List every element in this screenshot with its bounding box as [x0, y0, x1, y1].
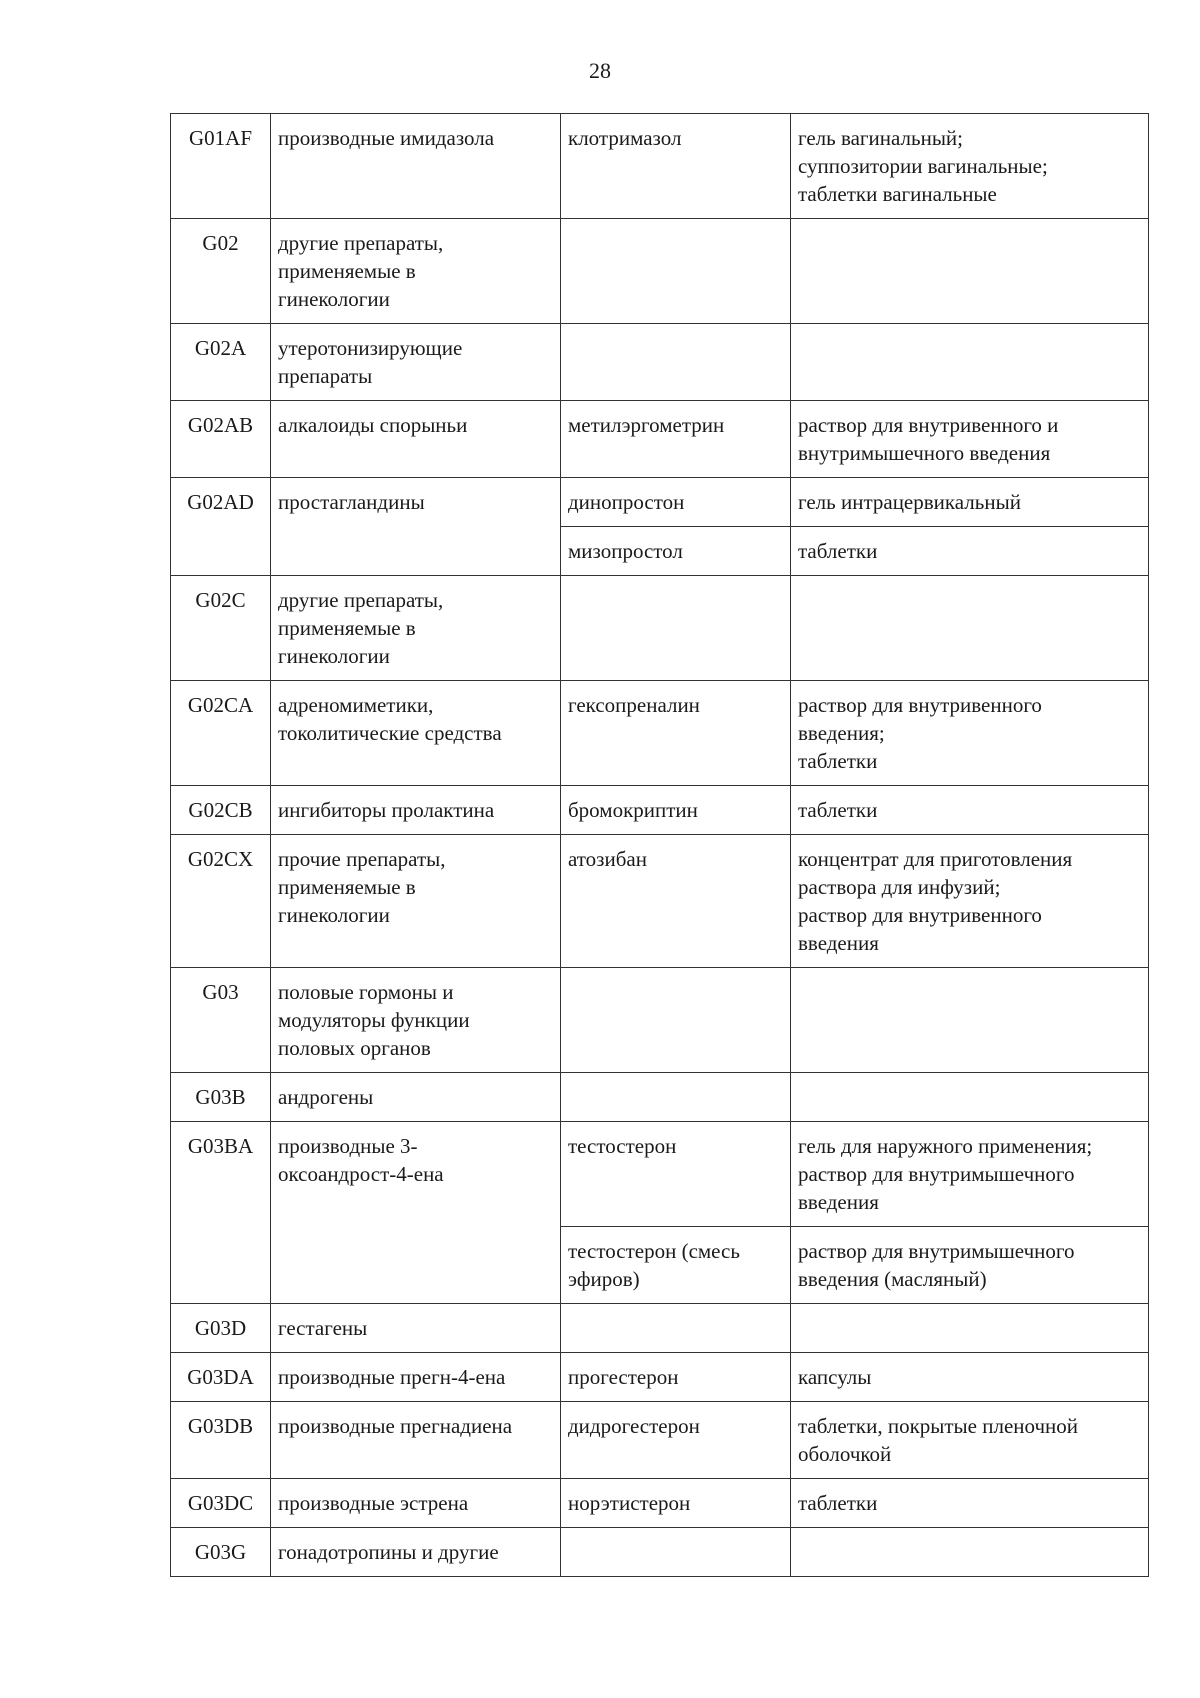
drug-name-cell: мизопростол [561, 527, 791, 576]
dosage-form-cell: гель для наружного применения; раствор для внутримышечного введения [791, 1122, 1149, 1227]
drug-name-cell: метилэргометрин [561, 401, 791, 478]
drug-name-cell: дидрогестерон [561, 1402, 791, 1479]
table-row [171, 1402, 1149, 1479]
table-row [171, 681, 1149, 786]
dosage-form-cell: таблетки [791, 1479, 1149, 1528]
drug-name-cell [561, 1073, 791, 1122]
group-name-cell: производные прегн-4-ена [271, 1353, 561, 1402]
table-row [171, 401, 1149, 478]
group-name-cell: гестагены [271, 1304, 561, 1353]
table-row [171, 968, 1149, 1073]
dosage-form-cell [791, 1304, 1149, 1353]
group-name-cell: гонадотропины и другие [271, 1528, 561, 1577]
dosage-form-cell: таблетки [791, 786, 1149, 835]
dosage-form-cell: таблетки [791, 527, 1149, 576]
dosage-form-cell [791, 1528, 1149, 1577]
table-row [171, 1479, 1149, 1528]
dosage-form-cell [791, 1073, 1149, 1122]
table-row [171, 1528, 1149, 1577]
dosage-form-cell: гель интрацервикальный [791, 478, 1149, 527]
dosage-form-cell: концентрат для приготовления раствора для инфузий; раствор для внутривенного введения [791, 835, 1149, 968]
atc-code-cell: G02A [171, 324, 271, 401]
atc-code-cell: G03DA [171, 1353, 271, 1402]
group-name-cell: другие препараты, применяемые в гинекологии [271, 576, 561, 681]
atc-drug-table [170, 113, 1149, 1577]
drug-name-cell [561, 1528, 791, 1577]
atc-code-cell: G02AB [171, 401, 271, 478]
dosage-form-cell [791, 576, 1149, 681]
drug-name-cell [561, 968, 791, 1073]
drug-name-cell [561, 219, 791, 324]
drug-name-cell: тестостерон [561, 1122, 791, 1227]
atc-code-cell: G02CB [171, 786, 271, 835]
group-name-cell: производные эстрена [271, 1479, 561, 1528]
dosage-form-cell: таблетки, покрытые пленочной оболочкой [791, 1402, 1149, 1479]
table-row [171, 478, 1149, 527]
atc-code-cell: G03B [171, 1073, 271, 1122]
atc-code-cell: G03DC [171, 1479, 271, 1528]
atc-code-cell: G02AD [171, 478, 271, 576]
group-name-cell: производные прегнадиена [271, 1402, 561, 1479]
atc-code-cell: G03 [171, 968, 271, 1073]
table-row [171, 1353, 1149, 1402]
page-number: 28 [589, 58, 611, 83]
atc-code-cell: G03DB [171, 1402, 271, 1479]
atc-code-cell: G01AF [171, 114, 271, 219]
atc-code-cell: G03D [171, 1304, 271, 1353]
group-name-cell: прочие препараты, применяемые в гинекологии [271, 835, 561, 968]
atc-code-cell: G02CX [171, 835, 271, 968]
table-row [171, 324, 1149, 401]
atc-code-cell: G02CA [171, 681, 271, 786]
drug-name-cell: динопростон [561, 478, 791, 527]
dosage-form-cell: раствор для внутримышечного введения (масляный) [791, 1227, 1149, 1304]
drug-name-cell: клотримазол [561, 114, 791, 219]
group-name-cell: адреномиметики, токолитические средства [271, 681, 561, 786]
drug-name-cell: тестостерон (смесь эфиров) [561, 1227, 791, 1304]
table-row [171, 835, 1149, 968]
drug-name-cell: атозибан [561, 835, 791, 968]
dosage-form-cell: раствор для внутривенного введения; таблетки [791, 681, 1149, 786]
table-row [171, 219, 1149, 324]
group-name-cell: утеротонизирующие препараты [271, 324, 561, 401]
drug-name-cell: бромокриптин [561, 786, 791, 835]
table-row [171, 576, 1149, 681]
drug-name-cell: норэтистерон [561, 1479, 791, 1528]
dosage-form-cell: раствор для внутривенного и внутримышечного введения [791, 401, 1149, 478]
table-row [171, 1122, 1149, 1227]
group-name-cell: другие препараты, применяемые в гинекологии [271, 219, 561, 324]
drug-name-cell [561, 1304, 791, 1353]
drug-name-cell: гексопреналин [561, 681, 791, 786]
group-name-cell: простагландины [271, 478, 561, 576]
atc-code-cell: G03G [171, 1528, 271, 1577]
group-name-cell: андрогены [271, 1073, 561, 1122]
atc-code-cell: G03BA [171, 1122, 271, 1304]
dosage-form-cell [791, 324, 1149, 401]
dosage-form-cell [791, 219, 1149, 324]
group-name-cell: производные имидазола [271, 114, 561, 219]
atc-code-cell: G02C [171, 576, 271, 681]
drug-name-cell: прогестерон [561, 1353, 791, 1402]
table-row [171, 1073, 1149, 1122]
drug-name-cell [561, 576, 791, 681]
group-name-cell: производные 3- оксоандрост-4-ена [271, 1122, 561, 1304]
dosage-form-cell: капсулы [791, 1353, 1149, 1402]
table-row [171, 114, 1149, 219]
group-name-cell: ингибиторы пролактина [271, 786, 561, 835]
dosage-form-cell [791, 968, 1149, 1073]
table-row [171, 786, 1149, 835]
group-name-cell: алкалоиды спорыньи [271, 401, 561, 478]
group-name-cell: половые гормоны и модуляторы функции половых органов [271, 968, 561, 1073]
atc-code-cell: G02 [171, 219, 271, 324]
drug-name-cell [561, 324, 791, 401]
dosage-form-cell: гель вагинальный; суппозитории вагинальные; таблетки вагинальные [791, 114, 1149, 219]
table-row [171, 1304, 1149, 1353]
